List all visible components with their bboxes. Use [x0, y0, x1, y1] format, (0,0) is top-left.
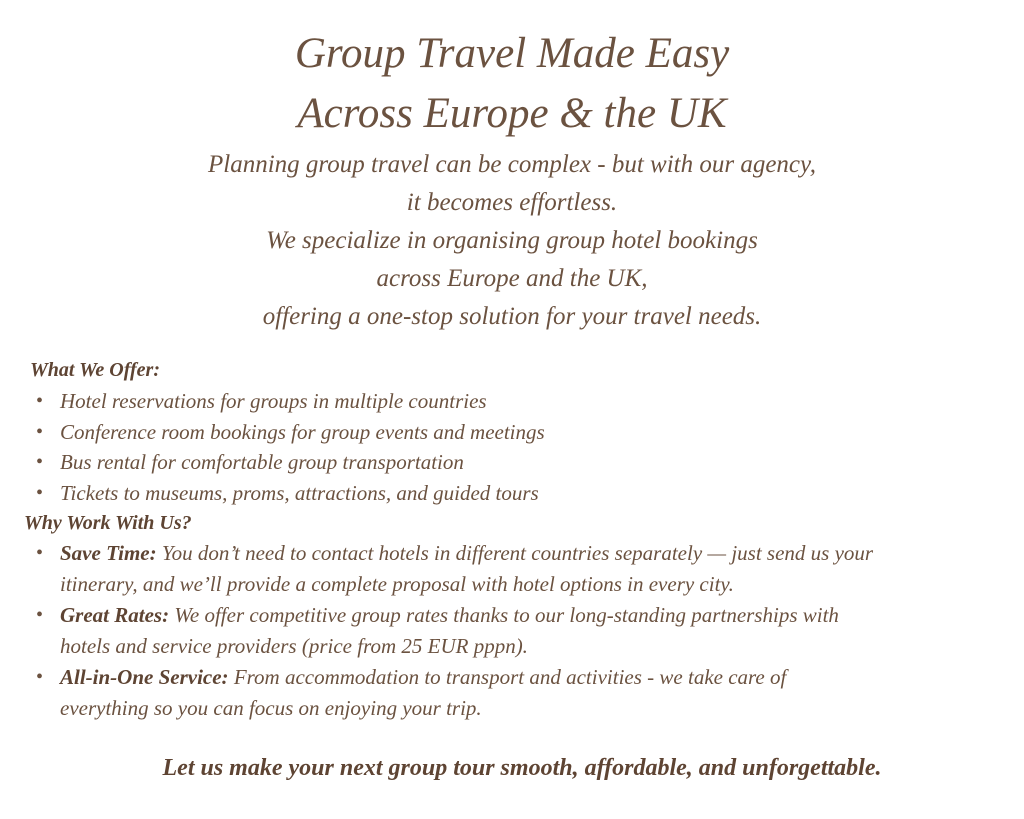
- why-item-line: hotels and service providers (price from 25 EUR pppn).: [60, 634, 528, 658]
- bullet-icon: •: [36, 542, 44, 564]
- why-item-line: itinerary, and we’ll provide a complete proposal with hotel options in every city.: [60, 572, 734, 596]
- why-item-label: All-in-One Service:: [60, 665, 229, 689]
- bullet-icon: •: [36, 420, 44, 443]
- why-item-line: [60, 662, 1020, 693]
- intro-line: offering a one-stop solution for your travel needs.: [262, 303, 762, 330]
- why-heading: Why Work With Us?: [24, 512, 192, 534]
- why-item-line: [60, 538, 1020, 569]
- page-title-line-1: Group Travel Made Easy: [294, 30, 730, 77]
- intro-line: We specialize in organising group hotel bookings: [266, 227, 758, 254]
- list-item: [36, 662, 1020, 724]
- why-item-line: [60, 600, 1020, 631]
- list-item: [36, 447, 1000, 478]
- offer-item-text: Conference room bookings for group events and meetings: [60, 419, 545, 444]
- list-item: [36, 600, 1020, 662]
- why-item-text: You don’t need to contact hotels in different countries separately — just send us your: [156, 541, 874, 565]
- bullet-icon: •: [36, 666, 44, 688]
- list-item: [36, 478, 1000, 509]
- offer-item-text: Tickets to museums, proms, attractions, and guided tours: [60, 480, 539, 505]
- bullet-icon: •: [36, 481, 44, 504]
- why-item-text: We offer competitive group rates thanks to our long-standing partnerships with: [169, 603, 839, 627]
- bullet-icon: •: [36, 604, 44, 626]
- bullet-icon: •: [36, 390, 44, 412]
- why-item-line: everything so you can focus on enjoying your trip.: [60, 696, 482, 720]
- page-title-line-2: Across Europe & the UK: [297, 90, 727, 137]
- intro-line: it becomes effortless.: [406, 189, 618, 216]
- list-item: [36, 386, 1000, 417]
- offer-item-text: Hotel reservations for groups in multiple countries: [60, 389, 487, 413]
- why-item-label: Save Time:: [60, 541, 157, 565]
- intro-line: Planning group travel can be complex - but with our agency,: [208, 151, 816, 178]
- intro-paragraph: [0, 146, 1024, 336]
- list-item: [36, 538, 1020, 600]
- offer-list: [36, 386, 1000, 508]
- why-list: [36, 538, 1020, 724]
- closing-statement: Let us make your next group tour smooth, affordable, and unforgettable.: [162, 755, 882, 781]
- why-item-text: From accommodation to transport and activities - we take care of: [228, 665, 787, 689]
- bullet-icon: •: [36, 451, 44, 473]
- offer-heading: What We Offer:: [30, 359, 160, 381]
- intro-line: across Europe and the UK,: [376, 265, 648, 292]
- list-item: [36, 417, 1000, 448]
- offer-item-text: Bus rental for comfortable group transportation: [60, 450, 464, 474]
- why-item-label: Great Rates:: [60, 603, 170, 627]
